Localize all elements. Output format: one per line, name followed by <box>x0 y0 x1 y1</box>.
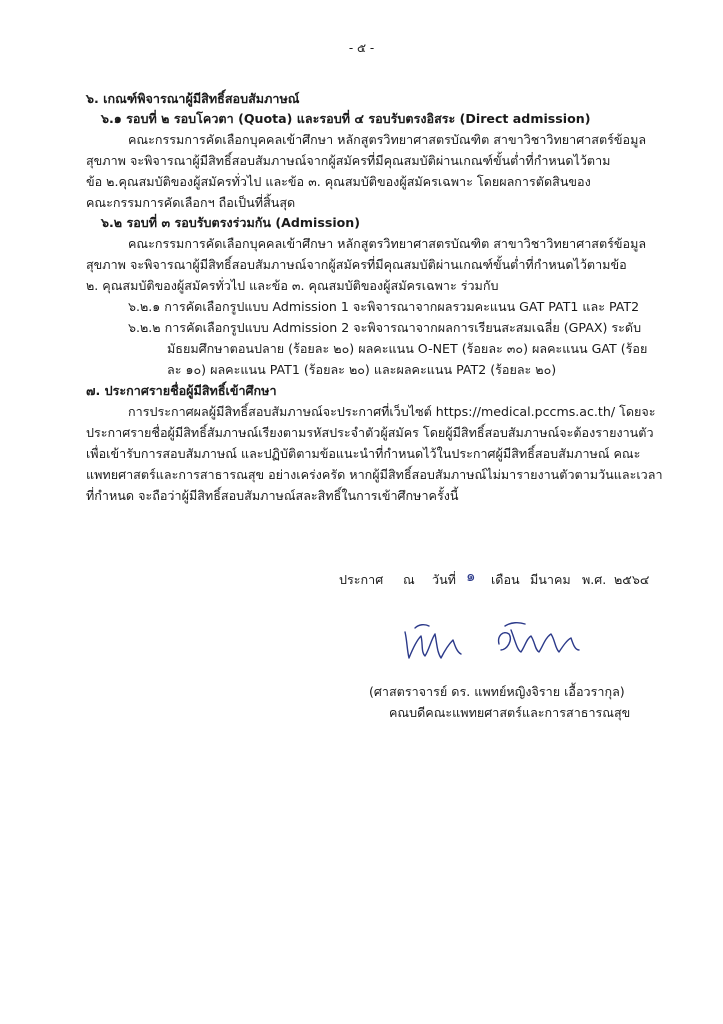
paragraph-line: ประกาศรายชื่อผู้มีสิทธิ์สัมภาษณ์เรียงตามรหัสประจำตัวผู้สมัคร โดยผู้มีสิทธิ์สอบสัมภาษณ์จะต้องรายงานตัว <box>86 425 654 440</box>
list-item-continuation: ละ ๑๐) ผลคะแนน PAT1 (ร้อยละ ๒๐) และผลคะแนน PAT2 (ร้อยละ ๒๐) <box>167 362 557 377</box>
signatory-position: คณบดีคณะแพทยศาสตร์และการสาธารณสุข <box>389 705 631 720</box>
paragraph-line: คณะกรรมการคัดเลือกบุคคลเข้าศึกษา หลักสูตรวิทยาศาสตรบัณฑิต สาขาวิชาวิทยาศาสตร์ข้อมูล <box>128 236 647 251</box>
signature-image <box>395 610 595 670</box>
section-6-2-heading: ๖.๒ รอบที่ ๓ รอบรับตรงร่วมกัน (Admission) <box>101 215 361 230</box>
paragraph-line: สุขภาพ จะพิจารณาผู้มีสิทธิ์สอบสัมภาษณ์จากผู้สมัครที่มีคุณสมบัติผ่านเกณฑ์ขั้นต่ำที่กำหนดไว้ตาม <box>86 153 611 168</box>
paragraph-line: เพื่อเข้ารับการสอบสัมภาษณ์ และปฏิบัติตามข้อแนะนำที่กำหนดไว้ในประกาศผู้มีสิทธิ์สอบสัมภาษณ์ คณะ <box>86 446 641 461</box>
section-6-1-heading: ๖.๑ รอบที่ ๒ รอบโควตา (Quota) และรอบที่ ๔ รอบรับตรงอิสระ (Direct admission) <box>101 111 591 126</box>
announce-label: ประกาศ <box>339 572 384 587</box>
month-label: เดือน <box>491 572 520 587</box>
paragraph-line: ๒. คุณสมบัติของผู้สมัครทั่วไป และข้อ ๓. คุณสมบัติของผู้สมัครเฉพาะ ร่วมกับ <box>86 278 499 293</box>
paragraph-line: คณะกรรมการคัดเลือกบุคคลเข้าศึกษา หลักสูตรวิทยาศาสตรบัณฑิต สาขาวิชาวิทยาศาสตร์ข้อมูล <box>128 132 647 147</box>
month-value: มีนาคม <box>530 572 571 587</box>
year-value: ๒๕๖๔ <box>614 572 650 587</box>
day-value-handwritten: ๑ <box>466 567 476 585</box>
list-item-6-2-1: ๖.๒.๑ การคัดเลือกรูปแบบ Admission 1 จะพิจารณาจากผลรวมคะแนน GAT PAT1 และ PAT2 <box>128 299 640 314</box>
day-label: วันที่ <box>432 572 456 587</box>
page-number: - ๕ - <box>348 41 375 55</box>
section-7-heading: ๗. ประกาศรายชื่อผู้มีสิทธิ์เข้าศึกษา <box>86 383 277 398</box>
paragraph-line: ข้อ ๒.คุณสมบัติของผู้สมัครทั่วไป และข้อ ๓. คุณสมบัติของผู้สมัครเฉพาะ โดยผลการตัดสินของ <box>86 174 591 189</box>
year-label: พ.ศ. <box>582 572 607 587</box>
paragraph-line: สุขภาพ จะพิจารณาผู้มีสิทธิ์สอบสัมภาษณ์จากผู้สมัครที่มีคุณสมบัติผ่านเกณฑ์ขั้นต่ำที่กำหนดไว้ตามข้อ <box>86 257 627 272</box>
paragraph-line: การประกาศผลผู้มีสิทธิ์สอบสัมภาษณ์จะประกาศที่เว็บไซต์ https://medical.pccms.ac.th/ โดยจะ <box>128 404 656 419</box>
paragraph-line: ที่กำหนด จะถือว่าผู้มีสิทธิ์สอบสัมภาษณ์สละสิทธิ์ในการเข้าศึกษาครั้งนี้ <box>86 488 459 503</box>
list-item-continuation: มัธยมศึกษาตอนปลาย (ร้อยละ ๒๐) ผลคะแนน O-NET (ร้อยละ ๓๐) ผลคะแนน GAT (ร้อย <box>167 341 648 356</box>
section-6-heading: ๖. เกณฑ์พิจารณาผู้มีสิทธิ์สอบสัมภาษณ์ <box>86 91 300 106</box>
paragraph-line: แพทยศาสตร์และการสาธารณสุข อย่างเคร่งครัด หากผู้มีสิทธิ์สอบสัมภาษณ์ไม่มารายงานตัวตามวันและเวลา <box>86 467 663 482</box>
paragraph-line: คณะกรรมการคัดเลือกฯ ถือเป็นที่สิ้นสุด <box>86 195 296 210</box>
at-label: ณ <box>403 572 415 587</box>
list-item-6-2-2: ๖.๒.๒ การคัดเลือกรูปแบบ Admission 2 จะพิจารณาจากผลการเรียนสะสมเฉลี่ย (GPAX) ระดับ <box>128 320 642 335</box>
signatory-name: (ศาสตราจารย์ ดร. แพทย์หญิงจิราย เอื้อวรากุล) <box>369 684 625 699</box>
